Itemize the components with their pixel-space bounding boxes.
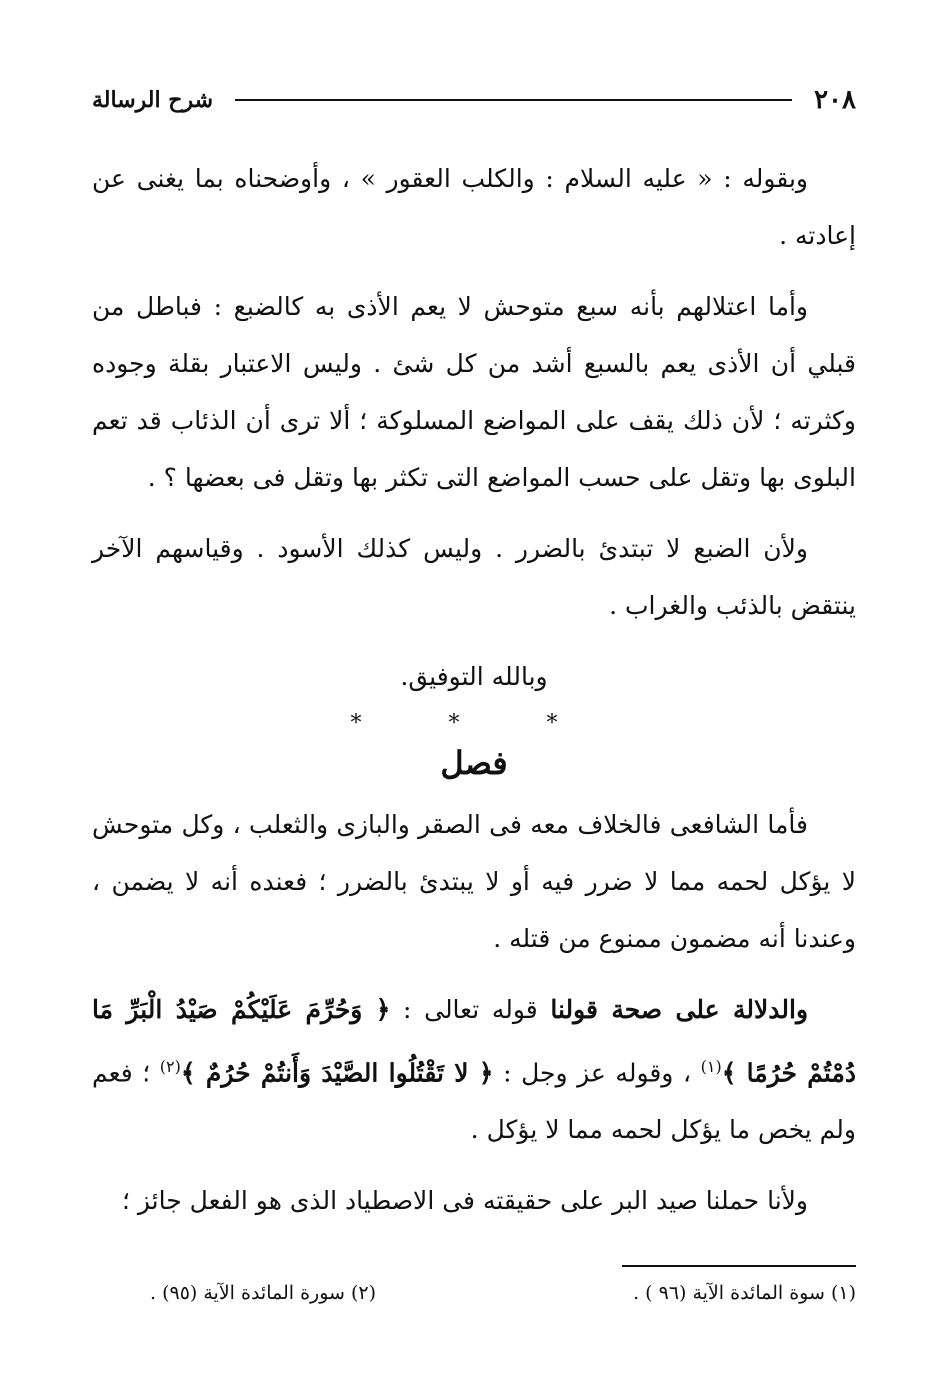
paragraph-5-text-a: قوله تعالى : bbox=[390, 995, 551, 1024]
page-header bbox=[92, 78, 856, 122]
footnote-2: (٢) سورة المائدة الآية (٩٥) . bbox=[150, 1282, 377, 1304]
page-number: ٢٠٨ bbox=[814, 85, 856, 115]
page-body bbox=[92, 150, 856, 1243]
header-rule bbox=[235, 99, 792, 101]
paragraph-5-lead: والدلالة على صحة قولنا bbox=[550, 995, 809, 1024]
section-separator-stars: * * * bbox=[350, 711, 598, 736]
running-title: شرح الرسالة bbox=[92, 87, 214, 113]
footnotes bbox=[150, 1282, 856, 1304]
quran-verse-1: ﴿ وَحُرِّمَ عَلَيْكُمْ صَيْدُ الْبَرِّ مَا دُمْتُمْ حُرُمًا ﴾ bbox=[92, 995, 856, 1088]
paragraph-5-text-c: ؛ فعم ولم يخص ما يؤكل لحمه مما لا يؤكل . bbox=[92, 1058, 856, 1145]
paragraph-5-text-b: ، وقوله عز وجل : bbox=[493, 1058, 701, 1088]
paragraph-5 bbox=[92, 981, 856, 1158]
section-heading: فصل bbox=[440, 744, 508, 782]
footnote-1: (١) سوة المائدة الآية (٩٦ ) . bbox=[633, 1282, 856, 1304]
paragraph-4: فأما الشافعى فالخلاف معه فى الصقر والبازى والثعلب ، وكل متوحش لا يؤكل لحمه مما لا ضرر فيه أو لا يبتدئ بالضرر ؛ فعنده أنه لا يضمن ، وعندنا أنه مضمون ممنوع من قتله . bbox=[92, 810, 856, 953]
paragraph-1: وبقوله : « عليه السلام : والكلب العقور » ، وأوضحناه بما يغنى عن إعادته . bbox=[92, 164, 856, 250]
paragraph-3: ولأن الضبع لا تبتدئ بالضرر . وليس كذلك الأسود . وقياسهم الآخر ينتقض بالذئب والغراب . bbox=[92, 534, 856, 620]
closing-line: وبالله التوفيق. bbox=[400, 662, 548, 691]
footnote-ref-1: (١) bbox=[700, 1057, 722, 1076]
footnote-ref-2: (٢) bbox=[159, 1057, 181, 1076]
quran-verse-2: ﴿ لا تَقْتُلُوا الصَّيْدَ وَأَنتُمْ حُرُمٌ ﴾ bbox=[180, 1058, 494, 1088]
paragraph-2: وأما اعتلالهم بأنه سبع متوحش لا يعم الأذى به كالضبع : فباطل من قبلي أن الأذى يعم بالسبع أشد من كل شئ . وليس الاعتبار بقلة وجوده وكثرته ؛ لأن ذلك يقف على المواضع المسلوكة ؛ ألا ترى أن الذئاب قد تعم البلوى بها وتقل على حسب المواضع التى تكثر بها وتقل فى بعضها ؟ . bbox=[92, 292, 856, 492]
paragraph-6: ولأنا حملنا صيد البر على حقيقته فى الاصطياد الذى هو الفعل جائز ؛ bbox=[121, 1186, 808, 1216]
footnote-rule bbox=[622, 1265, 856, 1267]
